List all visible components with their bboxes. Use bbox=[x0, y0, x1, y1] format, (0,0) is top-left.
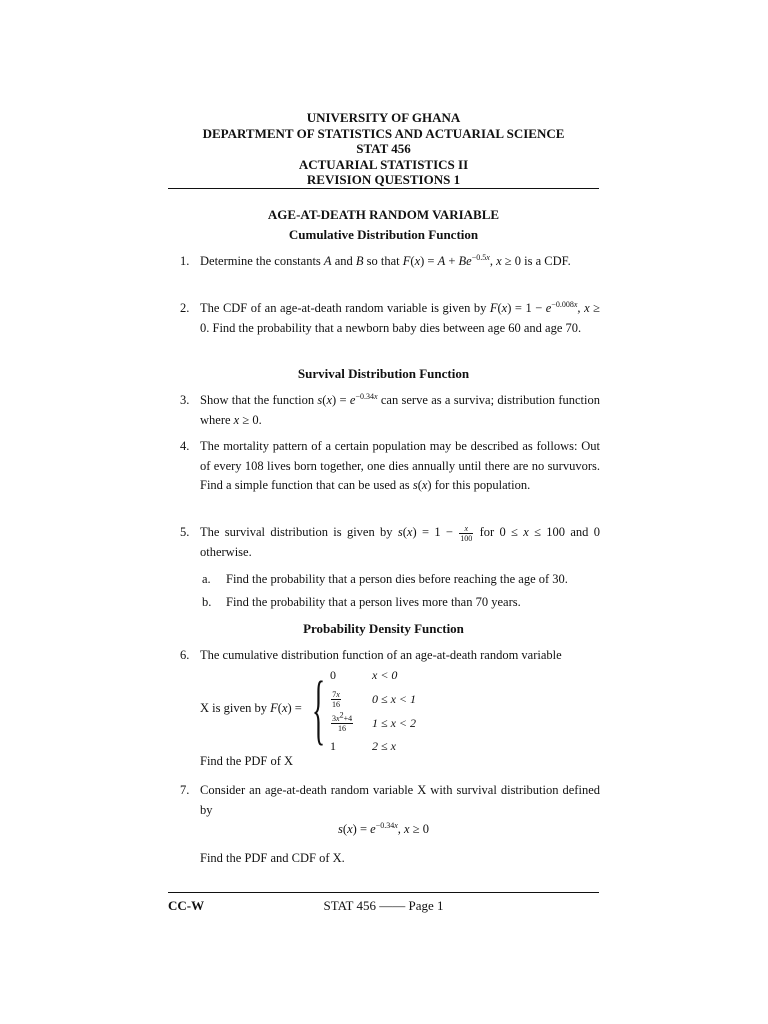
equation: $F(x) = 1 - e^{-0.008x}$, x ≥ 0 bbox=[200, 299, 600, 335]
question-5-part-a: a. Find the probability that a person dies before reaching the age of 30. bbox=[202, 572, 568, 586]
university-name: UNIVERSITY OF GHANA bbox=[306, 110, 461, 125]
footer-author: CC-W bbox=[168, 898, 205, 913]
question-text: The survival distribution is given by s(x) = 1 − $\frac{x}{100}$ for 0 ≤ x ≤ 100 and 0 otherwise. bbox=[200, 523, 600, 559]
question-number: 7. bbox=[180, 783, 190, 797]
question-text: Consider an age-at-death random variable X with survival distribution defined by bbox=[200, 783, 600, 817]
question-3 bbox=[180, 391, 600, 430]
document-title: REVISION QUESTIONS 1 bbox=[306, 172, 461, 188]
question-number: 4. bbox=[180, 439, 190, 453]
question-text: The mortality pattern of a certain population may be described as follows: Out of every 108 lives born together, one dies annually until there are no survuvors. Find a simple function that can be used as s(x) for this population. bbox=[200, 439, 600, 492]
equation: $F(x) = A + Be^{-0.5x}$, x ≥ 0 bbox=[402, 252, 521, 268]
section-pdf-title: Probability Density Function bbox=[303, 621, 464, 636]
question-text: Find the PDF of X bbox=[200, 754, 294, 768]
section-survival-title: Survival Distribution Function bbox=[297, 366, 470, 381]
header-rule bbox=[168, 188, 599, 189]
department-name: DEPARTMENT OF STATISTICS AND ACTUARIAL SCIENCE bbox=[202, 125, 565, 141]
course-title: ACTUARIAL STATISTICS II bbox=[298, 156, 469, 172]
question-number: 5. bbox=[180, 525, 190, 539]
question-5-part-b: b. Find the probability that a person lives more than 70 years. bbox=[202, 595, 521, 609]
equation: $s(x) = e^{-0.34x}$ bbox=[317, 391, 378, 407]
question-6 bbox=[180, 646, 600, 666]
question-number: 6. bbox=[180, 648, 190, 662]
section-cdf-title: Cumulative Distribution Function bbox=[288, 227, 479, 242]
question-6-footer bbox=[180, 752, 600, 772]
footer-rule bbox=[168, 892, 599, 893]
question-text: The CDF of an age-at-death random variable is given by $F(x) = 1 - e^{-0.008x}$, x ≥ 0. Find the probability that a newborn baby dies between age 60 and age 70. bbox=[200, 299, 600, 335]
question-number: 1. bbox=[180, 254, 190, 268]
question-1 bbox=[180, 252, 600, 272]
footer-page-number: STAT 456 —— Page 1 bbox=[323, 898, 444, 913]
section-main-title: AGE-AT-DEATH RANDOM VARIABLE bbox=[267, 207, 500, 222]
question-text: Find the PDF and CDF of X. bbox=[200, 851, 345, 865]
question-number: 2. bbox=[180, 301, 190, 315]
question-5 bbox=[180, 523, 600, 562]
question-text: Show that the function $s(x) = e^{-0.34x}$ can serve as a surviva; distribution function where x ≥ 0. bbox=[200, 391, 601, 427]
question-text: Determine the constants A and B so that $F(x) = A + Be^{-0.5x}$, x ≥ 0 is a CDF. bbox=[200, 252, 571, 268]
question-7-footer bbox=[180, 849, 600, 869]
question-text: The cumulative distribution function of an age-at-death random variable bbox=[200, 648, 562, 662]
course-code: STAT 456 bbox=[356, 141, 411, 157]
equation: s(x) = 1 − $\frac{x}{100}$ bbox=[397, 523, 473, 543]
document-header bbox=[168, 110, 599, 188]
piecewise-lead: X is given by F(x) = bbox=[200, 701, 302, 715]
piecewise-function: X is given by F(x) = { 0 x < 0 $\frac{7x}{16}$ 0 ≤ x < 1 $\frac{3x^2+4}{16}$ 1 ≤ x < 2 1 2 ≤ x bbox=[200, 665, 417, 753]
question-4 bbox=[180, 437, 600, 496]
question-2 bbox=[180, 299, 600, 338]
question-7 bbox=[180, 781, 600, 820]
question-number: 3. bbox=[180, 393, 190, 407]
question-7-equation: $s(x) = e^{-0.34x}$, x ≥ 0 bbox=[338, 820, 429, 836]
left-brace: { bbox=[312, 665, 326, 752]
